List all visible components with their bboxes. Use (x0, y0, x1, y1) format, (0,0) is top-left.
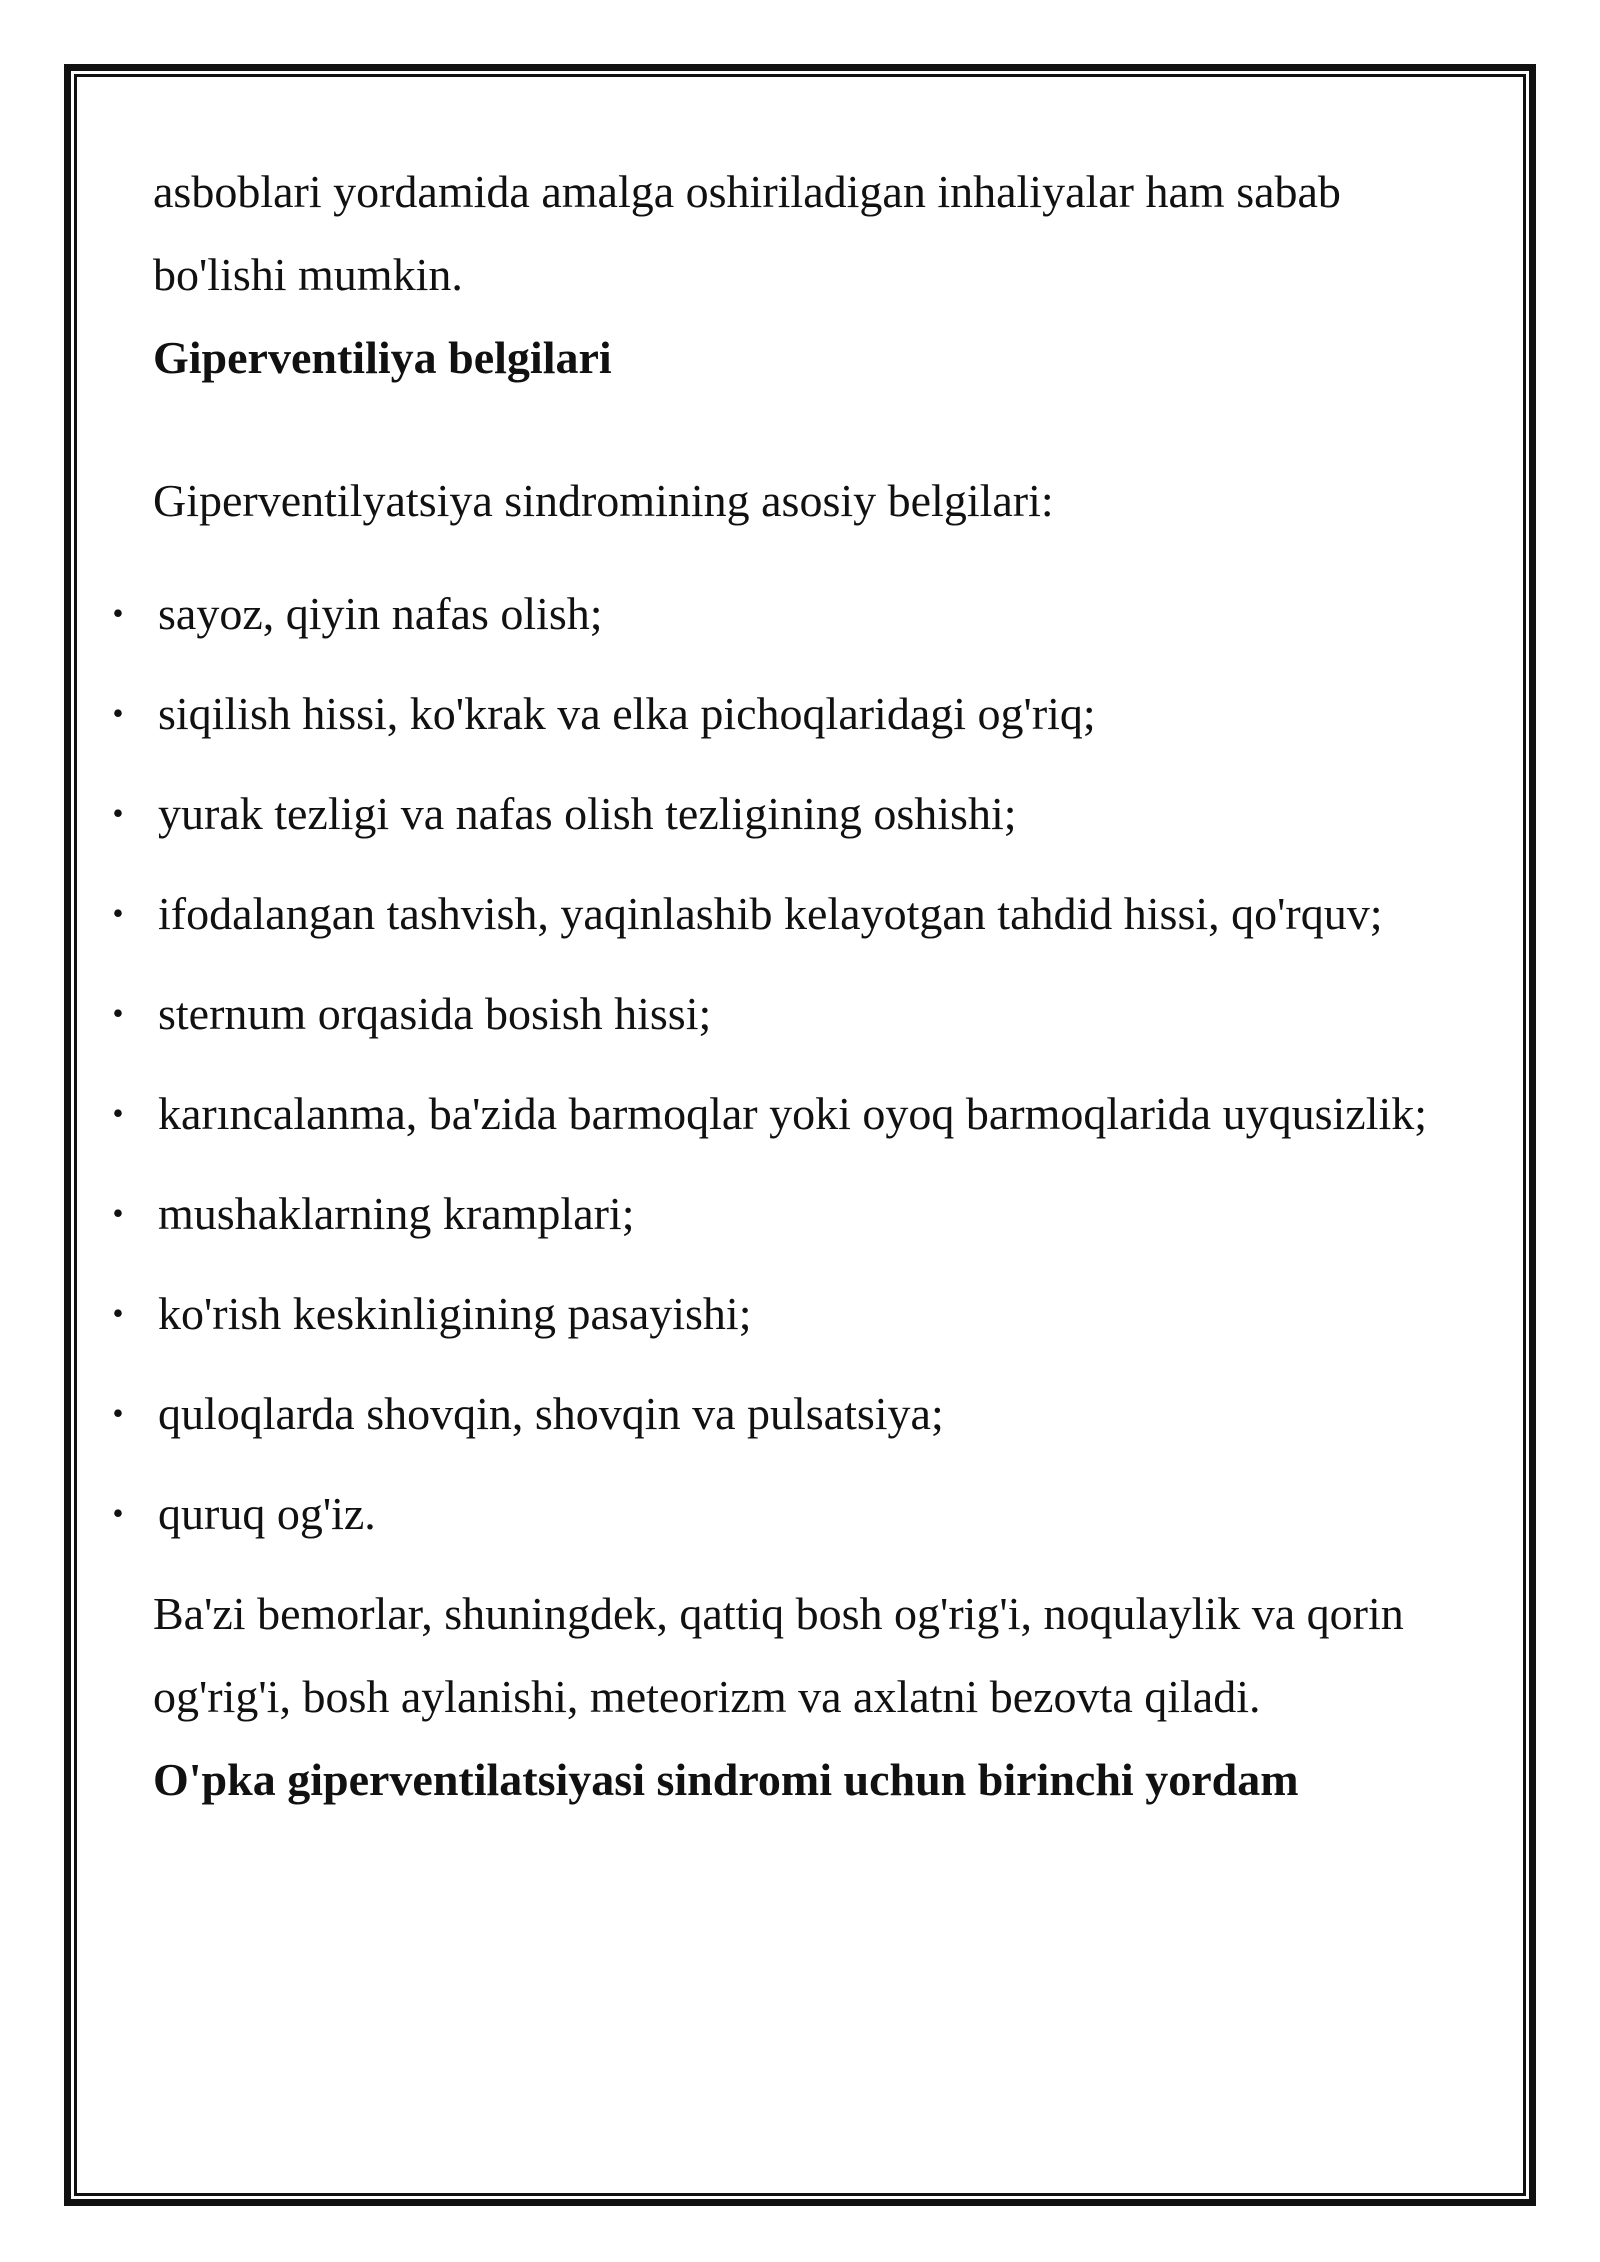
list-item-text: quruq og'iz. (158, 1488, 376, 1539)
list-item (112, 1472, 1463, 1555)
list-item (112, 1272, 1463, 1355)
list-item (112, 672, 1463, 755)
bullet-icon: • (112, 895, 124, 931)
intro-paragraph: asboblari yordamida amalga oshiriladigan inhaliyalar ham sabab bo'lishi mumkin. (153, 166, 1341, 300)
symptom-list (112, 572, 1463, 1555)
list-item-text: mushaklarning kramplari; (158, 1188, 635, 1239)
list-item (112, 572, 1463, 655)
bullet-icon: • (112, 1195, 124, 1231)
list-item-text: sayoz, qiyin nafas olish; (158, 588, 603, 639)
heading-first-aid: O'pka giperventilatsiyasi sindromi uchun birinchi yordam (153, 1754, 1299, 1805)
bullet-icon: • (112, 795, 124, 831)
list-item-text: yurak tezligi va nafas olish tezligining oshishi; (158, 788, 1017, 839)
list-item-text: ifodalangan tashvish, yaqinlashib kelayotgan tahdid hissi, qo'rquv; (158, 888, 1383, 939)
list-item (112, 1372, 1463, 1455)
bullet-icon: • (112, 695, 124, 731)
list-item-text: quloqlarda shovqin, shovqin va pulsatsiya; (158, 1388, 944, 1439)
list-item (112, 1172, 1463, 1255)
list-item (112, 972, 1463, 1055)
list-item (112, 1072, 1463, 1155)
list-item (112, 772, 1463, 855)
bullet-icon: • (112, 995, 124, 1031)
bullet-icon: • (112, 595, 124, 631)
closing-paragraph: Ba'zi bemorlar, shuningdek, qattiq bosh og'rig'i, noqulaylik va qorin og'rig'i, bosh aylanishi, meteorizm va axlatni bezovta qiladi. (153, 1588, 1404, 1722)
bullet-icon: • (112, 1495, 124, 1531)
spacer (153, 399, 1463, 459)
lead-in-paragraph: Giperventilyatsiya sindromining asosiy belgilari: (153, 475, 1054, 526)
bullet-icon: • (112, 1395, 124, 1431)
list-item-text: sternum orqasida bosish hissi; (158, 988, 712, 1039)
document-body (112, 150, 1463, 1821)
heading-signs: Giperventiliya belgilari (153, 332, 612, 383)
bullet-icon: • (112, 1095, 124, 1131)
list-item-text: ko'rish keskinligining pasayishi; (158, 1288, 752, 1339)
list-item (112, 872, 1463, 955)
list-item-text: karıncalanma, ba'zida barmoqlar yoki oyoq barmoqlarida uyqusizlik; (158, 1088, 1428, 1139)
bullet-icon: • (112, 1295, 124, 1331)
list-item-text: siqilish hissi, ko'krak va elka pichoqlaridagi og'riq; (158, 688, 1096, 739)
